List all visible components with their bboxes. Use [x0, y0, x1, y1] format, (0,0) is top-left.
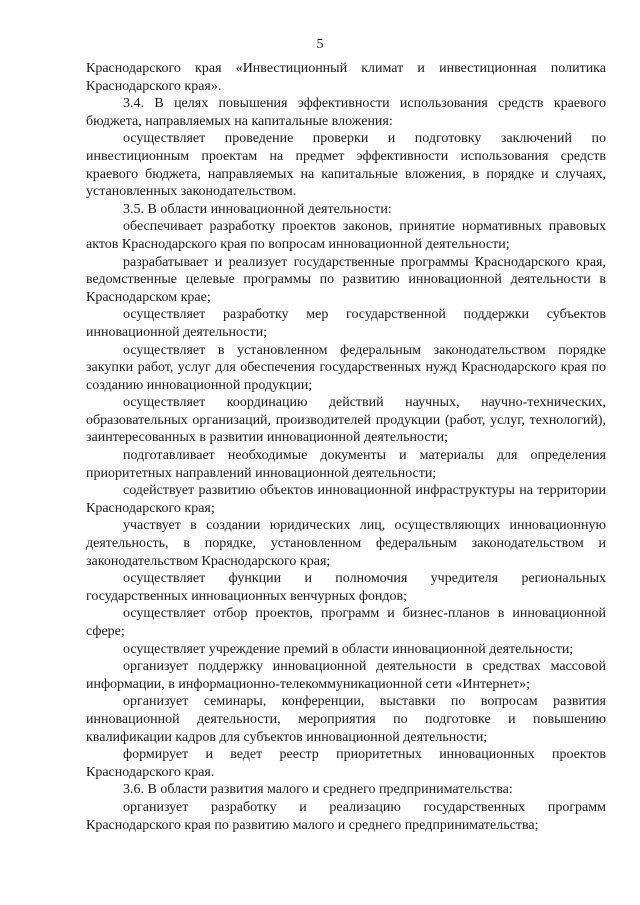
paragraph-continuation: Краснодарского края «Инвестиционный климат и инвестиционная политика Краснодарского края».: [86, 61, 606, 94]
paragraph: разрабатывает и реализует государственные программы Краснодарского края, ведомственные целевые программы по развитию инновационной деятельности в Краснодарском крае;: [86, 254, 606, 305]
paragraph: обеспечивает разработку проектов законов, принятие нормативных правовых актов Краснодарского края по вопросам инновационной деятельности;: [86, 219, 606, 252]
paragraph: организует семинары, конференции, выставки по вопросам развития инновационной деятельности, мероприятия по подготовке и повышению квалификации кадров для субъектов инновационной деятельности;: [86, 694, 606, 745]
page-number: 5: [316, 37, 324, 52]
paragraph: содействует развитию объектов инновационной инфраструктуры на территории Краснодарского края;: [86, 483, 606, 516]
paragraph: формирует и ведет реестр приоритетных инновационных проектов Краснодарского края.: [86, 747, 606, 780]
paragraph: осуществляет отбор проектов, программ и бизнес-планов в инновационной сфере;: [86, 606, 606, 639]
paragraph: осуществляет учреждение премий в области инновационной деятельности;: [123, 641, 574, 657]
paragraph: осуществляет функции и полномочия учредителя региональных государственных инновационных венчурных фондов;: [86, 571, 606, 604]
paragraph: организует поддержку инновационной деятельности в средствах массовой информации, в информационно-телекоммуникационной сети «Интернет»;: [86, 659, 606, 692]
paragraph: осуществляет проведение проверки и подготовку заключений по инвестиционным проектам на предмет эффективности использования средств краевого бюджета, направляемых на капитальные вложения, в порядке и случаях, установленных законодательством.: [86, 131, 606, 200]
paragraph: участвует в создании юридических лиц, осуществляющих инновационную деятельность, в порядке, установленном федеральным законодательством и законодательством Краснодарского края;: [86, 518, 606, 569]
paragraph: подготавливает необходимые документы и материалы для определения приоритетных направлений инновационной деятельности;: [86, 448, 606, 481]
paragraph: осуществляет разработку мер государственной поддержки субъектов инновационной деятельности;: [86, 307, 606, 340]
paragraph: осуществляет координацию действий научных, научно-технических, образовательных организаций, производителей продукции (работ, услуг, технологий), заинтересованных в развитии инновационной деятельности;: [86, 395, 606, 446]
document-body: [86, 60, 606, 834]
section-heading-3-5: 3.5. В области инновационной деятельности:: [123, 201, 392, 217]
section-heading-3-4: 3.4. В целях повышения эффективности использования средств краевого бюджета, направляемых на капитальные вложения:: [86, 96, 606, 129]
paragraph: организует разработку и реализацию государственных программ Краснодарского края по развитию малого и среднего предпринимательства;: [86, 799, 606, 833]
paragraph: осуществляет в установленном федеральным законодательством порядке закупки работ, услуг для обеспечения государственных нужд Краснодарского края по созданию инновационной продукции;: [86, 342, 606, 393]
section-heading-3-6: 3.6. В области развития малого и среднего предпринимательства:: [123, 782, 513, 798]
